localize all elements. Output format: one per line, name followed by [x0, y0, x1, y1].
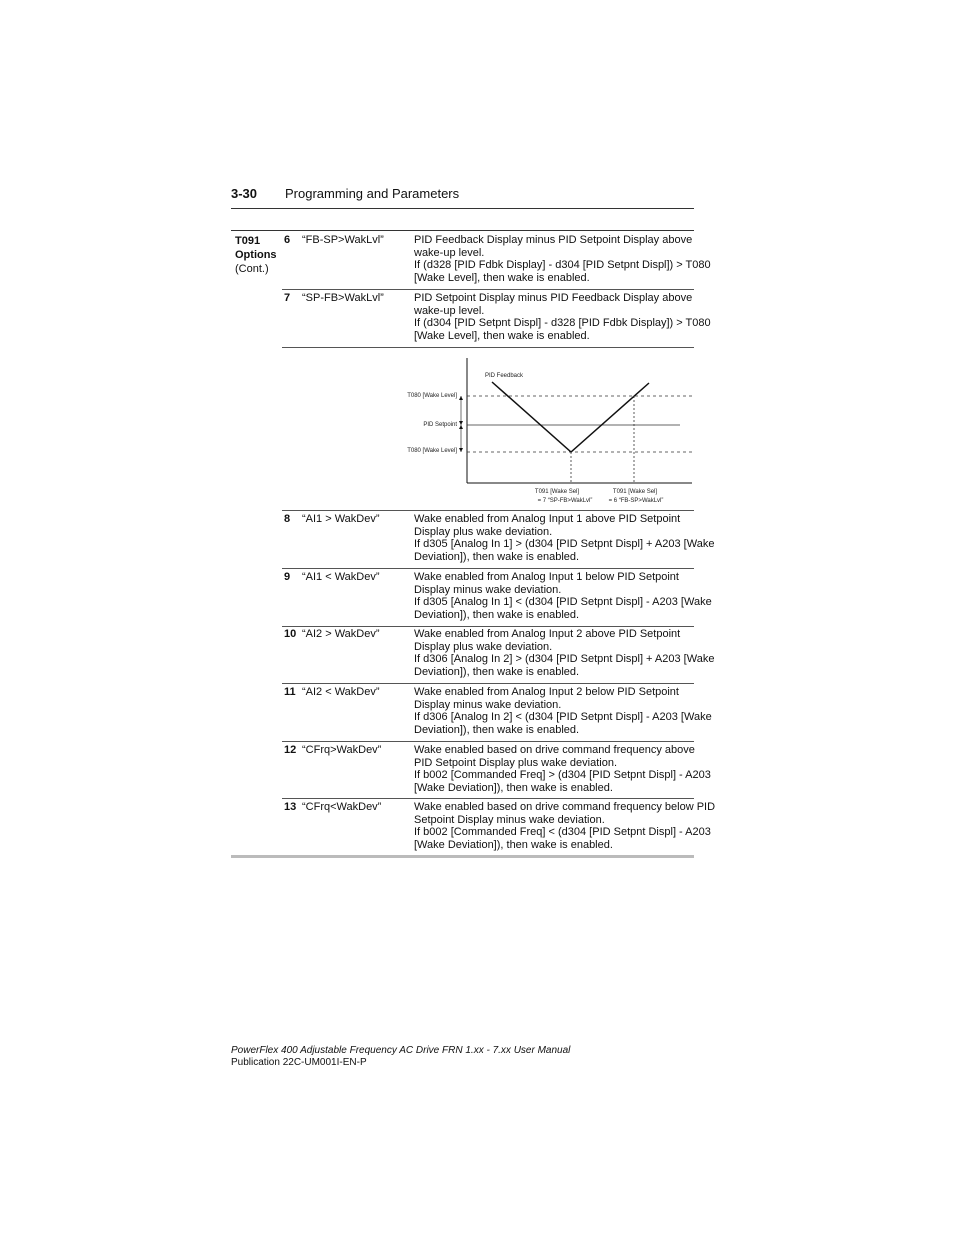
- description-line: Wake enabled based on drive command frequency above: [414, 744, 695, 756]
- description-line: PID Setpoint Display plus wake deviation.: [414, 756, 617, 769]
- option-name: “AI1 > WakDev”: [302, 513, 380, 525]
- parameter-label: [235, 234, 277, 276]
- description-line: Deviation]), then wake is enabled.: [414, 550, 580, 563]
- parameter-name: Options: [235, 249, 277, 261]
- row-divider: [282, 510, 694, 511]
- description-line: Deviation]), then wake is enabled.: [414, 665, 580, 678]
- row-divider: [282, 798, 694, 799]
- description-line: Wake enabled based on drive command frequency below PID: [414, 801, 716, 813]
- description-line: If d305 [Analog In 1] < (d304 [PID Setpnt Displ] - A203 [Wake: [414, 596, 712, 608]
- description-line: PID Feedback Display minus PID Setpoint Display above: [414, 234, 693, 246]
- description-line: Display plus wake deviation.: [414, 640, 553, 653]
- row-divider: [282, 347, 694, 348]
- row-divider: [282, 741, 694, 742]
- description-line: Deviation]), then wake is enabled.: [414, 723, 580, 736]
- option-name: “FB-SP>WakLvl”: [302, 234, 384, 246]
- description-line: If (d328 [PID Fdbk Display] - d304 [PID Setpnt Displ]) > T080: [414, 259, 711, 271]
- wake-level-top-label: T080 [Wake Level]: [407, 393, 457, 399]
- table-bottom-rule: [231, 855, 694, 858]
- marker2-label-line2: = 6 “FB-SP>WakLvl”: [608, 498, 664, 504]
- option-number: 10: [284, 628, 297, 640]
- marker2-label-line1: T091 [Wake Sel]: [612, 489, 658, 495]
- option-name: “CFrq<WakDev”: [302, 801, 382, 813]
- wake-level-bottom-label: T080 [Wake Level]: [407, 448, 457, 454]
- description-line: If b002 [Commanded Freq] < (d304 [PID Setpnt Displ] - A203: [414, 826, 711, 838]
- description-line: [Wake Deviation]), then wake is enabled.: [414, 838, 613, 851]
- description-line: wake-up level.: [414, 304, 485, 317]
- row-divider: [282, 626, 694, 627]
- option-number: 7: [284, 292, 291, 304]
- bracket-arrow-up-icon: [459, 396, 463, 400]
- bracket-arrow-mid-up-icon: [459, 425, 463, 429]
- row-divider: [282, 568, 694, 569]
- option-name: “AI2 < WakDev”: [302, 686, 380, 698]
- option-name: “SP-FB>WakLvl”: [302, 292, 384, 304]
- description-line: Wake enabled from Analog Input 2 below PID Setpoint: [414, 686, 679, 698]
- description-line: If d306 [Analog In 2] > (d304 [PID Setpnt Displ] + A203 [Wake: [414, 653, 715, 665]
- option-number: 6: [284, 234, 291, 246]
- description-line: If (d304 [PID Setpnt Displ] - d328 [PID Fdbk Display]) > T080: [414, 317, 711, 329]
- description-line: If d305 [Analog In 1] > (d304 [PID Setpnt Displ] + A203 [Wake: [414, 538, 715, 550]
- option-number: 8: [284, 513, 291, 525]
- option-description: [414, 571, 712, 621]
- description-line: Wake enabled from Analog Input 2 above PID Setpoint: [414, 628, 681, 640]
- section-title: Programming and Parameters: [285, 186, 460, 201]
- description-line: Wake enabled from Analog Input 1 above PID Setpoint: [414, 513, 681, 525]
- header-rule: [231, 208, 694, 209]
- pid-feedback-curve: [492, 382, 649, 452]
- description-line: Display minus wake deviation.: [414, 698, 562, 711]
- option-description: [414, 801, 716, 851]
- description-line: [Wake Level], then wake is enabled.: [414, 271, 590, 284]
- publication-number: Publication 22C-UM001I-EN-P: [231, 1057, 367, 1068]
- description-line: Wake enabled from Analog Input 1 below PID Setpoint: [414, 571, 679, 583]
- wake-level-diagram: [400, 355, 694, 510]
- description-line: If d306 [Analog In 2] < (d304 [PID Setpnt Displ] - A203 [Wake: [414, 711, 712, 723]
- description-line: wake-up level.: [414, 246, 485, 259]
- parameter-code: T091: [235, 235, 261, 247]
- page-number: 3-30: [231, 186, 258, 201]
- description-line: [Wake Level], then wake is enabled.: [414, 329, 590, 342]
- description-line: If b002 [Commanded Freq] > (d304 [PID Setpnt Displ] - A203: [414, 769, 711, 781]
- marker1-label-line1: T091 [Wake Sel]: [534, 489, 580, 495]
- option-number: 12: [284, 744, 297, 756]
- option-number: 13: [284, 801, 297, 813]
- option-name: “AI2 > WakDev”: [302, 628, 380, 640]
- option-description: [414, 628, 715, 678]
- description-line: [Wake Deviation]), then wake is enabled.: [414, 781, 613, 794]
- bracket-arrow-down-icon: [459, 448, 463, 452]
- option-number: 9: [284, 571, 291, 583]
- row-divider: [282, 289, 694, 290]
- description-line: PID Setpoint Display minus PID Feedback Display above: [414, 292, 693, 304]
- marker1-label-line2: = 7 “SP-FB>WakLvl”: [537, 498, 593, 504]
- option-description: [414, 292, 711, 342]
- option-name: “AI1 < WakDev”: [302, 571, 380, 583]
- pid-feedback-label: PID Feedback: [485, 373, 524, 379]
- bracket-arrow-mid-down-icon: [459, 421, 463, 425]
- pid-setpoint-label: PID Setpoint: [423, 422, 457, 428]
- page-footer: [231, 1045, 570, 1069]
- option-description: [414, 513, 715, 563]
- option-description: [414, 234, 711, 284]
- description-line: Display plus wake deviation.: [414, 525, 553, 538]
- description-line: Display minus wake deviation.: [414, 583, 562, 596]
- option-name: “CFrq>WakDev”: [302, 744, 382, 756]
- parameter-cont: (Cont.): [235, 263, 269, 275]
- option-number: 11: [284, 686, 296, 698]
- manual-title: PowerFlex 400 Adjustable Frequency AC Drive FRN 1.xx - 7.xx User Manual: [231, 1045, 571, 1056]
- description-line: Deviation]), then wake is enabled.: [414, 608, 580, 621]
- option-description: [414, 744, 711, 794]
- row-divider: [282, 683, 694, 684]
- description-line: Setpoint Display minus wake deviation.: [414, 813, 605, 826]
- option-description: [414, 686, 712, 736]
- table-top-rule: [231, 230, 694, 231]
